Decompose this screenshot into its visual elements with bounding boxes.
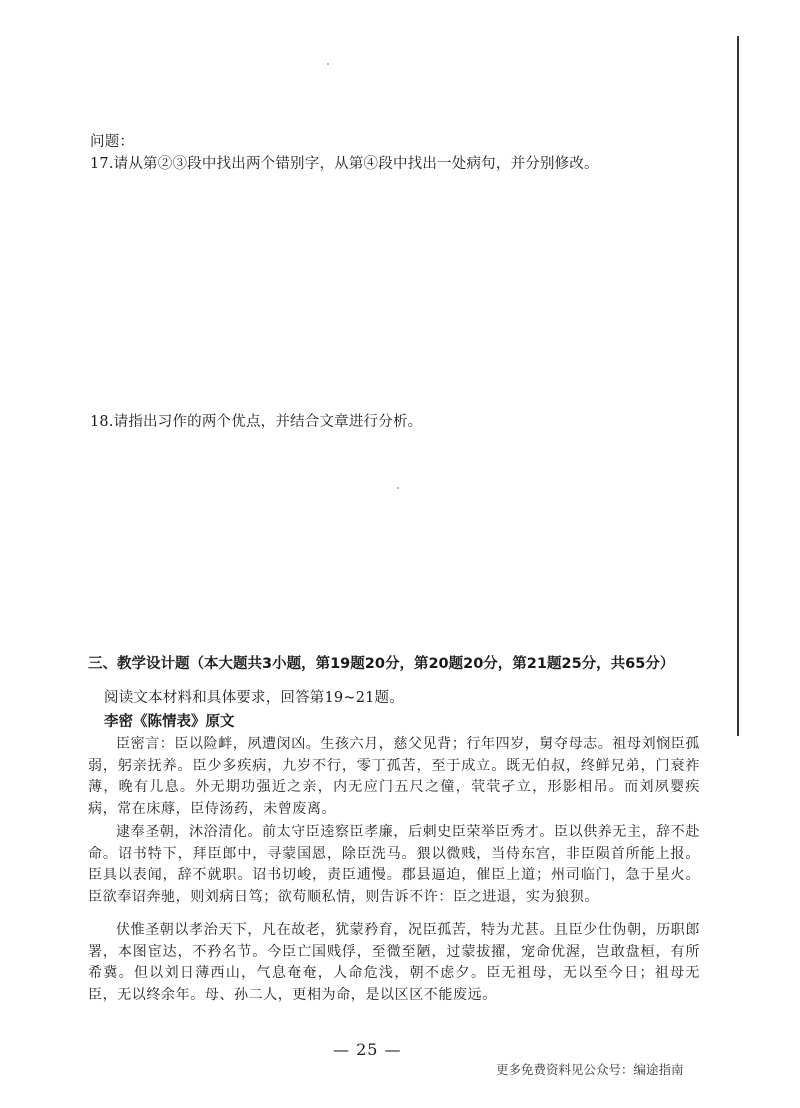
text-paragraph-2: 逮奉圣朝，沐浴清化。前太守臣逵察臣孝廉，后刺史臣荣举臣秀才。臣以供养无主，辞不赴命。诏书特下，拜臣郎中，寻蒙国恩，除臣洗马。猥以微贱，当侍东宫，非臣陨首所能上报。臣具以表闻，辞不就职。诏书切峻，责臣逋慢。郡县逼迫，催臣上道；州司临门，急于星火。臣欲奉诏奔驰，则刘病日笃；欲苟顺私情，则告诉不许：臣之进退，实为狼狈。 <box>88 824 700 905</box>
section-heading: 三、教学设计题（本大题共3小题，第19题20分，第20题20分，第21题25分，共65分） <box>88 656 675 672</box>
text-paragraph-3: 伏惟圣朝以孝治天下，凡在故老，犹蒙矜育，况臣孤苦，特为尤甚。且臣少仕伪朝，历职郎署，本图宦达，不矜名节。今臣亡国贱俘，至微至陋，过蒙拔擢，宠命优渥，岂敢盘桓，有所希冀。但以刘日薄西山，气息奄奄，人命危浅，朝不虑夕。臣无祖母，无以至今日；祖母无臣，无以终余年。母、孙二人，更相为命，是以区区不能废远。 <box>88 922 700 1003</box>
footer-note: 更多免费资料见公众号：编途指南 <box>496 1062 684 1077</box>
questions-label: 问题： <box>90 134 135 150</box>
text-paragraph-1: 臣密言：臣以险衅，夙遭闵凶。生孩六月，慈父见背；行年四岁，舅夺母志。祖母刘悯臣孤弱，躬亲抚养。臣少多疾病，九岁不行，零丁孤苦，至于成立。既无伯叔，终鲜兄弟，门衰祚薄，晚有儿息。外无期功强近之亲，内无应门五尺之僮，茕茕孑立，形影相吊。而刘夙婴疾病，常在床蓐，臣侍汤药，未曾废离。 <box>88 736 700 817</box>
text-title: 李密《陈情表》原文 <box>104 714 235 730</box>
scan-edge-line <box>737 36 739 736</box>
page-number: — 25 — <box>333 1040 402 1059</box>
question-17: 17.请从第②③段中找出两个错别字，从第④段中找出一处病句，并分别修改。 <box>90 156 599 172</box>
question-18: 18.请指出习作的两个优点，并结合文章进行分析。 <box>90 414 423 430</box>
scan-speck <box>327 63 329 65</box>
section-instruction: 阅读文本材料和具体要求，回答第19~21题。 <box>104 690 404 706</box>
scan-speck <box>397 487 399 489</box>
